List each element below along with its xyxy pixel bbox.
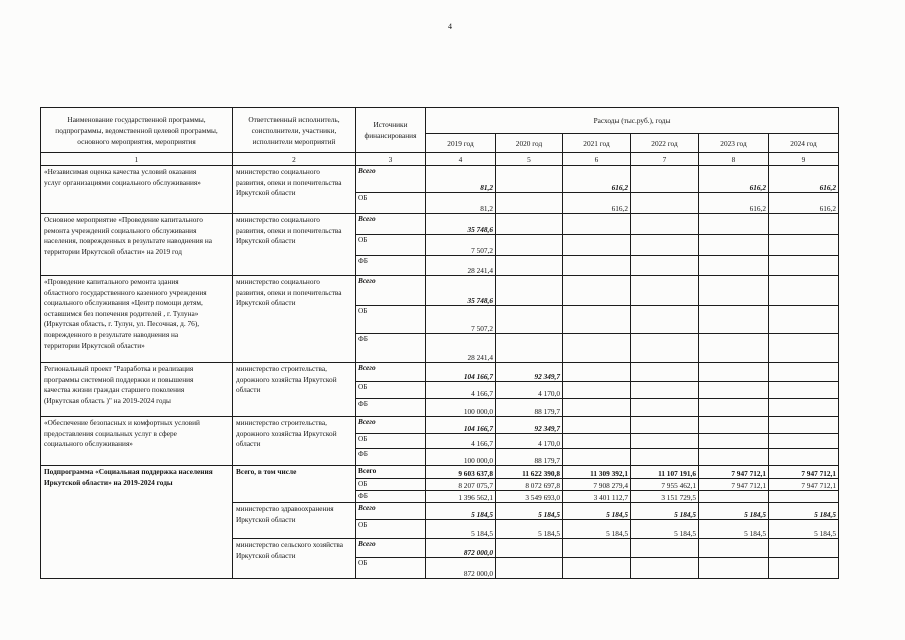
amount-2022 xyxy=(630,557,699,579)
executor-name: министерство строительства, дорожного хозяйства Иркутской области xyxy=(232,362,356,417)
amount-2021 xyxy=(562,538,631,558)
amount-2019: 1 396 562,1 xyxy=(425,490,496,503)
amount-2023 xyxy=(698,381,769,399)
amount-2022: 11 107 191,6 xyxy=(630,465,699,479)
amount-2021 xyxy=(562,416,631,434)
funding-source-label: Всего xyxy=(355,275,426,306)
amount-2024: 7 947 712,1 xyxy=(768,478,839,491)
amount-2020: 3 549 693,0 xyxy=(495,490,563,503)
amount-2022 xyxy=(630,538,699,558)
executor-name: министерство сельского хозяйства Иркутской области xyxy=(232,538,356,579)
header-executor: Ответственный исполнитель, соисполнители, участники, исполнители мероприятий xyxy=(232,107,356,153)
funding-source-label: ОБ xyxy=(355,557,426,579)
amount-2024 xyxy=(768,213,839,235)
amount-2023: 5 184,5 xyxy=(698,502,769,520)
program-name: Региональный проект "Разработка и реализация программы системной поддержки и повышения качества жизни граждан старшего поколения (Иркутская область )" на 2019-2024 годы xyxy=(40,362,233,417)
amount-2022: 3 151 729,5 xyxy=(630,490,699,503)
funding-source-label: Всего xyxy=(355,362,426,382)
amount-2024 xyxy=(768,557,839,579)
funding-source-label: ФБ xyxy=(355,398,426,417)
amount-2021: 7 908 279,4 xyxy=(562,478,631,491)
amount-2022: 5 184,5 xyxy=(630,502,699,520)
amount-2023: 616,2 xyxy=(698,165,769,193)
amount-2024 xyxy=(768,362,839,382)
amount-2019: 9 603 637,8 xyxy=(425,465,496,479)
funding-source-label: ОБ xyxy=(355,519,426,539)
program-name: Основное мероприятие «Проведение капитального ремонта учреждений социального обслуживания населения, поврежденных в результате наводнения на территории Иркутской области» на 2019 год xyxy=(40,213,233,276)
column-number: 2 xyxy=(232,152,356,166)
amount-2021: 616,2 xyxy=(562,192,631,214)
executor-name: министерство социального развития, опеки и попечительства Иркутской области xyxy=(232,275,356,363)
amount-2021 xyxy=(562,213,631,235)
amount-2022 xyxy=(630,448,699,466)
amount-2022 xyxy=(630,234,699,256)
amount-2020 xyxy=(495,333,563,363)
funding-source-label: ОБ xyxy=(355,192,426,214)
amount-2023: 7 947 712,1 xyxy=(698,465,769,479)
amount-2022: 5 184,5 xyxy=(630,519,699,539)
amount-2019: 5 184,5 xyxy=(425,502,496,520)
funding-source-label: Всего xyxy=(355,416,426,434)
header-year: 2024 год xyxy=(768,133,839,153)
amount-2024 xyxy=(768,275,839,306)
amount-2023 xyxy=(698,305,769,334)
amount-2019: 8 207 075,7 xyxy=(425,478,496,491)
amount-2024: 616,2 xyxy=(768,165,839,193)
amount-2024: 5 184,5 xyxy=(768,519,839,539)
amount-2020: 88 179,7 xyxy=(495,448,563,466)
amount-2020 xyxy=(495,305,563,334)
amount-2019: 104 166,7 xyxy=(425,416,496,434)
amount-2021: 5 184,5 xyxy=(562,519,631,539)
amount-2023 xyxy=(698,433,769,449)
column-number: 6 xyxy=(562,152,631,166)
program-name: Подпрограмма «Социальная поддержка населения Иркутской области» на 2019-2024 годы xyxy=(40,465,233,579)
amount-2020: 92 349,7 xyxy=(495,416,563,434)
column-number: 4 xyxy=(425,152,496,166)
amount-2024 xyxy=(768,416,839,434)
amount-2020: 88 179,7 xyxy=(495,398,563,417)
funding-source-label: ФБ xyxy=(355,448,426,466)
amount-2021 xyxy=(562,305,631,334)
header-year: 2023 год xyxy=(698,133,769,153)
header-expenses: Расходы (тыс.руб.), годы xyxy=(425,107,839,134)
amount-2021 xyxy=(562,557,631,579)
amount-2022: 7 955 462,1 xyxy=(630,478,699,491)
amount-2019: 872 000,0 xyxy=(425,557,496,579)
amount-2020 xyxy=(495,538,563,558)
amount-2022 xyxy=(630,305,699,334)
amount-2022 xyxy=(630,416,699,434)
amount-2023 xyxy=(698,213,769,235)
amount-2020: 8 072 697,8 xyxy=(495,478,563,491)
amount-2022 xyxy=(630,165,699,193)
amount-2022 xyxy=(630,192,699,214)
amount-2023 xyxy=(698,234,769,256)
amount-2023 xyxy=(698,398,769,417)
amount-2020 xyxy=(495,213,563,235)
amount-2019: 28 241,4 xyxy=(425,333,496,363)
executor-name: Всего, в том числе xyxy=(232,465,356,503)
executor-name: министерство здравоохранения Иркутской области xyxy=(232,502,356,539)
amount-2019: 4 166,7 xyxy=(425,381,496,399)
amount-2022 xyxy=(630,398,699,417)
column-number: 1 xyxy=(40,152,233,166)
column-number: 9 xyxy=(768,152,839,166)
executor-name: министерство социального развития, опеки и попечительства Иркутской области xyxy=(232,213,356,276)
amount-2024 xyxy=(768,538,839,558)
executor-name: министерство строительства, дорожного хозяйства Иркутской области xyxy=(232,416,356,466)
amount-2020 xyxy=(495,557,563,579)
funding-source-label: ОБ xyxy=(355,433,426,449)
funding-source-label: Всего xyxy=(355,502,426,520)
header-year: 2019 год xyxy=(425,133,496,153)
amount-2023 xyxy=(698,538,769,558)
funding-source-label: Всего xyxy=(355,465,426,479)
amount-2021 xyxy=(562,433,631,449)
amount-2024 xyxy=(768,448,839,466)
amount-2020: 92 349,7 xyxy=(495,362,563,382)
amount-2021: 11 309 392,1 xyxy=(562,465,631,479)
funding-source-label: ФБ xyxy=(355,255,426,276)
program-name: «Обеспечение безопасных и комфортных условий предоставления социальных услуг в сфере социального обслуживания» xyxy=(40,416,233,466)
funding-source-label: ФБ xyxy=(355,490,426,503)
amount-2021 xyxy=(562,381,631,399)
header-funding-sources: Источники финансирования xyxy=(355,107,426,153)
amount-2019: 100 000,0 xyxy=(425,398,496,417)
header-program-name: Наименование государственной программы, подпрограммы, ведомственной целевой программы, основного мероприятия, мероприятия xyxy=(40,107,233,153)
funding-source-label: Всего xyxy=(355,165,426,193)
program-name: «Независимая оценка качества условий оказания услуг организациями социального обслуживания» xyxy=(40,165,233,214)
amount-2023 xyxy=(698,275,769,306)
amount-2021: 3 401 112,7 xyxy=(562,490,631,503)
amount-2019: 872 000,0 xyxy=(425,538,496,558)
amount-2020 xyxy=(495,255,563,276)
amount-2023: 5 184,5 xyxy=(698,519,769,539)
page-number: 4 xyxy=(448,22,452,31)
amount-2020: 11 622 390,8 xyxy=(495,465,563,479)
amount-2023 xyxy=(698,557,769,579)
amount-2021 xyxy=(562,398,631,417)
amount-2023 xyxy=(698,448,769,466)
amount-2019: 104 166,7 xyxy=(425,362,496,382)
column-number: 8 xyxy=(698,152,769,166)
amount-2020 xyxy=(495,275,563,306)
amount-2020 xyxy=(495,192,563,214)
amount-2024 xyxy=(768,305,839,334)
amount-2019: 100 000,0 xyxy=(425,448,496,466)
amount-2021: 616,2 xyxy=(562,165,631,193)
funding-source-label: Всего xyxy=(355,213,426,235)
amount-2020: 5 184,5 xyxy=(495,502,563,520)
amount-2024 xyxy=(768,255,839,276)
funding-source-label: ОБ xyxy=(355,305,426,334)
amount-2024: 5 184,5 xyxy=(768,502,839,520)
program-name: «Проведение капитального ремонта здания областного государственного казенного учреждения социального обслуживания «Центр помощи детям, оставшимся без попечения родителей , г. Тулуна» (Иркутская область, г. Тулун, ул. Песочная, д. 76), поврежденного в результате наводнения на территории Иркутской области» xyxy=(40,275,233,363)
amount-2024 xyxy=(768,333,839,363)
funding-source-label: ОБ xyxy=(355,478,426,491)
amount-2023: 7 947 712,1 xyxy=(698,478,769,491)
amount-2022 xyxy=(630,381,699,399)
amount-2024 xyxy=(768,234,839,256)
amount-2023 xyxy=(698,255,769,276)
amount-2023 xyxy=(698,333,769,363)
amount-2019: 7 507,2 xyxy=(425,305,496,334)
amount-2022 xyxy=(630,275,699,306)
funding-source-label: ОБ xyxy=(355,381,426,399)
amount-2024: 7 947 712,1 xyxy=(768,465,839,479)
amount-2021 xyxy=(562,234,631,256)
header-year: 2022 год xyxy=(630,133,699,153)
amount-2019: 35 748,6 xyxy=(425,275,496,306)
amount-2021 xyxy=(562,448,631,466)
amount-2023 xyxy=(698,416,769,434)
funding-source-label: ОБ xyxy=(355,234,426,256)
amount-2023: 616,2 xyxy=(698,192,769,214)
amount-2021 xyxy=(562,255,631,276)
amount-2019: 81,2 xyxy=(425,192,496,214)
amount-2022 xyxy=(630,213,699,235)
amount-2020: 4 170,0 xyxy=(495,433,563,449)
amount-2024 xyxy=(768,398,839,417)
amount-2021 xyxy=(562,275,631,306)
amount-2024 xyxy=(768,381,839,399)
amount-2020: 4 170,0 xyxy=(495,381,563,399)
executor-name: министерство социального развития, опеки и попечительства Иркутской области xyxy=(232,165,356,214)
column-number: 3 xyxy=(355,152,426,166)
amount-2020: 5 184,5 xyxy=(495,519,563,539)
amount-2021: 5 184,5 xyxy=(562,502,631,520)
amount-2024 xyxy=(768,433,839,449)
amount-2019: 7 507,2 xyxy=(425,234,496,256)
amount-2019: 35 748,6 xyxy=(425,213,496,235)
amount-2024: 616,2 xyxy=(768,192,839,214)
amount-2019: 81,2 xyxy=(425,165,496,193)
amount-2020 xyxy=(495,234,563,256)
amount-2022 xyxy=(630,433,699,449)
header-year: 2020 год xyxy=(495,133,563,153)
amount-2020 xyxy=(495,165,563,193)
amount-2019: 5 184,5 xyxy=(425,519,496,539)
amount-2019: 28 241,4 xyxy=(425,255,496,276)
amount-2021 xyxy=(562,333,631,363)
amount-2022 xyxy=(630,333,699,363)
funding-source-label: ФБ xyxy=(355,333,426,363)
amount-2021 xyxy=(562,362,631,382)
amount-2022 xyxy=(630,362,699,382)
column-number: 7 xyxy=(630,152,699,166)
amount-2023 xyxy=(698,362,769,382)
amount-2022 xyxy=(630,255,699,276)
funding-source-label: Всего xyxy=(355,538,426,558)
column-number: 5 xyxy=(495,152,563,166)
header-year: 2021 год xyxy=(562,133,631,153)
amount-2019: 4 166,7 xyxy=(425,433,496,449)
